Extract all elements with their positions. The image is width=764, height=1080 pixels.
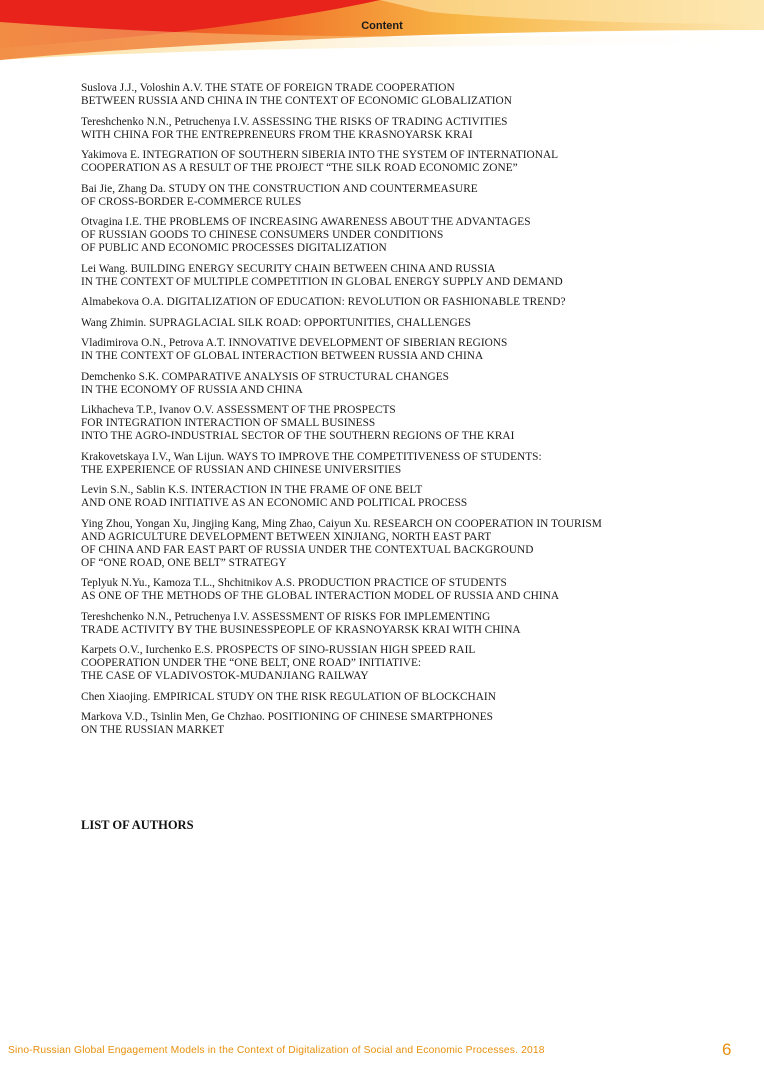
toc-entry-line: THE CASE OF VLADIVOSTOK-MUDANJIANG RAILWAY (81, 670, 369, 682)
toc-entry-line: OF CHINA AND FAR EAST PART OF RUSSIA UNDER THE CONTEXTUAL BACKGROUND (81, 543, 534, 556)
toc-entry[interactable] (81, 577, 721, 603)
toc-entry-line: AND ONE ROAD INITIATIVE AS AN ECONOMIC AND POLITICAL PROCESS (81, 497, 468, 509)
toc-entry-line: INTO THE AGRO-INDUSTRIAL SECTOR OF THE SOUTHERN REGIONS OF THE KRAI (81, 430, 515, 442)
toc-entry-line: Teplyuk N.Yu., Kamoza T.L., Shchitnikov A.S. PRODUCTION PRACTICE OF STUDENTS (81, 577, 507, 589)
header-band (0, 0, 764, 60)
toc-entry-line: Tereshchenko N.N., Petruchenya I.V. ASSESSING THE RISKS OF TRADING ACTIVITIES (81, 115, 508, 128)
toc-entry-line: Krakovetskaya I.V., Wan Lijun. WAYS TO IMPROVE THE COMPETITIVENESS OF STUDENTS: (81, 450, 542, 463)
toc-entry-line: Wang Zhimin. SUPRAGLACIAL SILK ROAD: OPPORTUNITIES, CHALLENGES (81, 316, 471, 329)
toc-entry-line: Chen Xiaojing. EMPIRICAL STUDY ON THE RISK REGULATION OF BLOCKCHAIN (81, 690, 496, 703)
header-title: Content (361, 20, 403, 32)
toc-entry-line: Otvagina I.E. THE PROBLEMS OF INCREASING AWARENESS ABOUT THE ADVANTAGES (81, 216, 531, 228)
toc-entry[interactable] (81, 216, 721, 255)
toc-entry-line: Lei Wang. BUILDING ENERGY SECURITY CHAIN BETWEEN CHINA AND RUSSIA (81, 262, 496, 275)
list-of-authors-heading: LIST OF AUTHORS (81, 818, 194, 832)
toc-entry[interactable] (81, 611, 721, 637)
toc-entry[interactable] (81, 691, 721, 704)
toc-entry-line: Yakimova E. INTEGRATION OF SOUTHERN SIBERIA INTO THE SYSTEM OF INTERNATIONAL (81, 149, 559, 161)
toc-entry-line: Likhacheva T.P., Ivanov O.V. ASSESSMENT OF THE PROSPECTS (81, 404, 396, 416)
toc-entry-line: OF “ONE ROAD, ONE BELT” STRATEGY (81, 556, 287, 569)
toc-entry-line: OF CROSS-BORDER E-COMMERCE RULES (81, 195, 302, 208)
toc-entry-line: IN THE CONTEXT OF GLOBAL INTERACTION BETWEEN RUSSIA AND CHINA (81, 350, 484, 362)
toc-entry-line: Ying Zhou, Yongan Xu, Jingjing Kang, Ming Zhao, Caiyun Xu. RESEARCH ON COOPERATION IN TOURISM (81, 517, 602, 530)
toc-entry-line: Vladimirova O.N., Petrova A.T. INNOVATIVE DEVELOPMENT OF SIBERIAN REGIONS (81, 337, 508, 349)
toc-entry-line: THE EXPERIENCE OF RUSSIAN AND CHINESE UNIVERSITIES (81, 463, 402, 476)
toc-entry-line: IN THE CONTEXT OF MULTIPLE COMPETITION IN GLOBAL ENERGY SUPPLY AND DEMAND (81, 275, 563, 288)
toc-entry[interactable] (81, 711, 721, 737)
toc-entry-line: Markova V.D., Tsinlin Men, Ge Chzhao. POSITIONING OF CHINESE SMARTPHONES (81, 711, 493, 723)
toc-entry[interactable] (81, 371, 721, 397)
toc-entry[interactable] (81, 82, 721, 108)
toc-entry-line: COOPERATION AS A RESULT OF THE PROJECT “THE SILK ROAD ECONOMIC ZONE” (81, 162, 518, 174)
toc-entry-line: FOR INTEGRATION INTERACTION OF SMALL BUSINESS (81, 417, 376, 429)
toc-entry-line: Suslova J.J., Voloshin A.V. THE STATE OF FOREIGN TRADE COOPERATION (81, 82, 455, 94)
toc-entry-line: IN THE ECONOMY OF RUSSIA AND CHINA (81, 383, 303, 396)
toc-entry-line: TRADE ACTIVITY BY THE BUSINESSPEOPLE OF KRASNOYARSK KRAI WITH CHINA (81, 623, 521, 636)
toc-entry[interactable] (81, 149, 721, 175)
toc-entry[interactable] (81, 263, 721, 289)
toc-entry-line: Tereshchenko N.N., Petruchenya I.V. ASSESSMENT OF RISKS FOR IMPLEMENTING (81, 610, 491, 623)
toc-entry[interactable] (81, 116, 721, 142)
toc-entry-line: AND AGRICULTURE DEVELOPMENT BETWEEN XINJIANG, NORTH EAST PART (81, 530, 492, 543)
toc-entry-line: Bai Jie, Zhang Da. STUDY ON THE CONSTRUCTION AND COUNTERMEASURE (81, 182, 478, 195)
page-number: 6 (722, 1040, 732, 1059)
toc-entry-line: OF RUSSIAN GOODS TO CHINESE CONSUMERS UNDER CONDITIONS (81, 229, 444, 241)
toc-entry[interactable] (81, 296, 721, 309)
toc-entry-line: BETWEEN RUSSIA AND CHINA IN THE CONTEXT OF ECONOMIC GLOBALIZATION (81, 95, 512, 107)
toc-entry-line: Almabekova O.A. DIGITALIZATION OF EDUCATION: REVOLUTION OR FASHIONABLE TREND? (81, 296, 566, 308)
toc-entry[interactable] (81, 183, 721, 209)
toc-entry-line: ON THE RUSSIAN MARKET (81, 724, 225, 736)
toc-entry-line: Levin S.N., Sablin K.S. INTERACTION IN THE FRAME OF ONE BELT (81, 484, 423, 496)
toc-entry-line: COOPERATION UNDER THE “ONE BELT, ONE ROAD” INITIATIVE: (81, 657, 422, 669)
toc-entry-line: OF PUBLIC AND ECONOMIC PROCESSES DIGITALIZATION (81, 242, 387, 254)
toc-entry-line: AS ONE OF THE METHODS OF THE GLOBAL INTERACTION MODEL OF RUSSIA AND CHINA (81, 590, 560, 602)
toc-entry-line: WITH CHINA FOR THE ENTREPRENEURS FROM THE KRASNOYARSK KRAI (81, 128, 473, 141)
toc-entry-line: Karpets O.V., Iurchenko E.S. PROSPECTS OF SINO-RUSSIAN HIGH SPEED RAIL (81, 644, 476, 656)
toc-entry[interactable] (81, 317, 721, 330)
toc-entry[interactable] (81, 404, 721, 443)
toc-entry[interactable] (81, 484, 721, 510)
toc-entry[interactable] (81, 644, 721, 683)
toc-entry[interactable] (81, 337, 721, 363)
toc-entry[interactable] (81, 518, 721, 570)
toc-entry[interactable] (81, 451, 721, 477)
toc-entry-line: Demchenko S.K. COMPARATIVE ANALYSIS OF STRUCTURAL CHANGES (81, 370, 449, 383)
table-of-contents (81, 82, 721, 745)
footer-text: Sino-Russian Global Engagement Models in the Context of Digitalization of Social and Economic Processes. 2018 (8, 1045, 545, 1056)
